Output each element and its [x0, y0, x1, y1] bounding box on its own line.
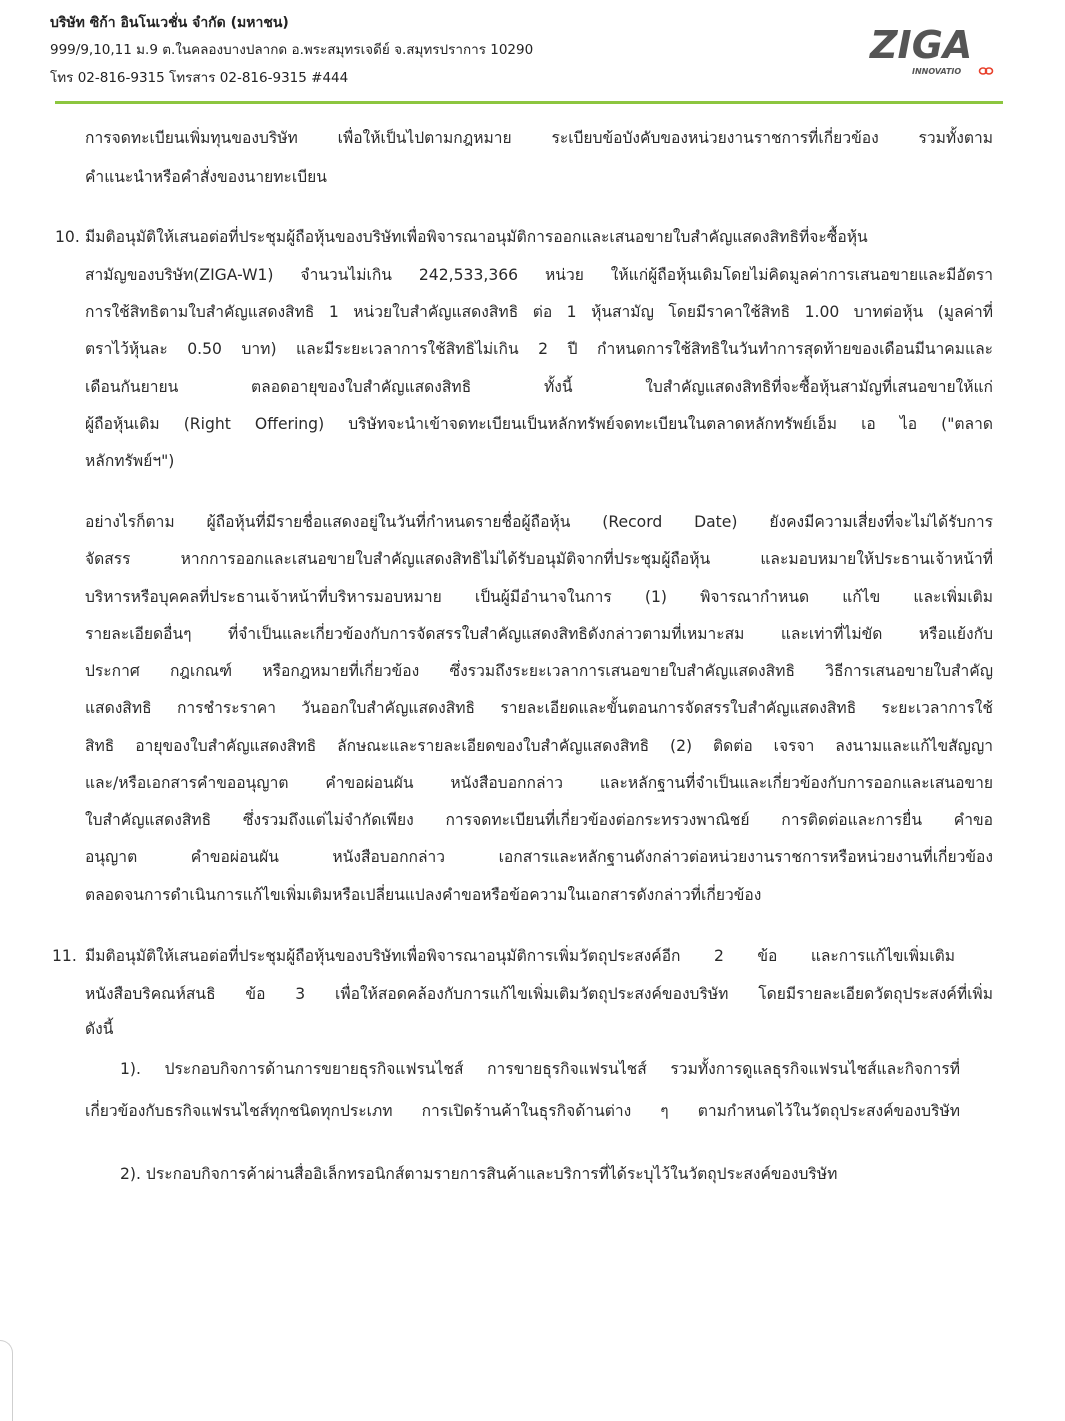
paragraph-line: เดือนกันยายน ตลอดอายุของใบสำคัญแสดงสิทธิ ทั้งนี้ ใบสำคัญแสดงสิทธิที่จะซื้อหุ้นสามัญที่เสนอขายให้แก่	[85, 378, 993, 396]
paragraph-line: และ/หรือเอกสารคำขออนุญาต คำขอผ่อนผัน หนังสือบอกกล่าว และหลักฐานที่จำเป็นและเกี่ยวข้องกับการออกและเสนอขาย	[85, 774, 993, 792]
item-number: 10.	[55, 228, 80, 246]
paragraph-line: สิทธิ อายุของใบสำคัญแสดงสิทธิ ลักษณะและรายละเอียดของใบสำคัญแสดงสิทธิ (2) ติดต่อ เจรจา ลงนามและแก้ไขสัญญา	[85, 737, 993, 755]
paragraph-line: สามัญของบริษัท(ZIGA-W1) จำนวนไม่เกิน 242,533,366 หน่วย ให้แก่ผู้ถือหุ้นเดิมโดยไม่คิดมูลค่าการเสนอขายและมีอัตรา	[85, 266, 993, 284]
logo-sub-text: INNOVATIO	[912, 67, 962, 76]
intro-line: การจดทะเบียนเพิ่มทุนของบริษัท เพื่อให้เป็นไปตามกฎหมาย ระเบียบข้อบังคับของหน่วยงานราชการที่เกี่ยวข้อง รวมทั้งตาม	[85, 129, 993, 147]
paragraph-line: การใช้สิทธิตามใบสำคัญแสดงสิทธิ 1 หน่วยใบสำคัญแสดงสิทธิ ต่อ 1 หุ้นสามัญ โดยมีราคาใช้สิทธิ 1.00 บาทต่อหุ้น (มูลค่าที่	[85, 303, 993, 321]
paragraph-line: ใบสำคัญแสดงสิทธิ ซึ่งรวมถึงแต่ไม่จำกัดเพียง การจดทะเบียนที่เกี่ยวข้องต่อกระทรวงพาณิชย์ การติดต่อและการยื่น คำขอ	[85, 811, 993, 829]
ziga-logo-mark	[868, 22, 998, 78]
paragraph-line: อนุญาต คำขอผ่อนผัน หนังสือบอกกล่าว เอกสารและหลักฐานดังกล่าวต่อหน่วยงานราชการหรือหน่วยงานที่เกี่ยวข้อง	[85, 848, 993, 866]
sub-item-line: 2). ประกอบกิจการค้าผ่านสื่ออิเล็กทรอนิกส์ตามรายการสินค้าและบริการที่ได้ระบุไว้ในวัตถุประสงค์ของบริษัท	[120, 1165, 838, 1183]
intro-line: คำแนะนำหรือคำสั่งของนายทะเบียน	[85, 168, 327, 186]
paragraph-line: ประกาศ กฎเกณฑ์ หรือกฎหมายที่เกี่ยวข้อง ซึ่งรวมถึงระยะเวลาการเสนอขายใบสำคัญแสดงสิทธิ วิธีการเสนอขายใบสำคัญ	[85, 662, 993, 680]
paragraph-line: หลักทรัพย์ฯ")	[85, 452, 175, 470]
sub-item-line: 1). ประกอบกิจการด้านการขยายธุรกิจแฟรนไชส์ การขายธุรกิจแฟรนไชส์ รวมทั้งการดูแลธุรกิจแฟรนไชส์และกิจการที่	[120, 1060, 960, 1078]
paragraph-line: แสดงสิทธิ การชำระราคา วันออกใบสำคัญแสดงสิทธิ รายละเอียดและขั้นตอนการจัดสรรใบสำคัญแสดงสิทธิ ระยะเวลาการใช้	[85, 699, 993, 717]
company-contact: โทร 02-816-9315 โทรสาร 02-816-9315 #444	[50, 70, 349, 86]
paragraph-line: ตลอดจนการดำเนินการแก้ไขเพิ่มเติมหรือเปลี่ยนแปลงคำขอหรือข้อความในเอกสารดังกล่าวที่เกี่ยวข้อง	[85, 886, 762, 904]
item-number: 11.	[52, 947, 77, 965]
paragraph-line: มีมติอนุมัติให้เสนอต่อที่ประชุมผู้ถือหุ้นของบริษัทเพื่อพิจารณาอนุมัติการเพิ่มวัตถุประสงค์อีก 2 ข้อ และการแก้ไขเพิ่มเติม	[85, 947, 955, 965]
paragraph-line: รายละเอียดอื่นๆ ที่จำเป็นและเกี่ยวข้องกับการจัดสรรใบสำคัญแสดงสิทธิดังกล่าวตามที่เหมาะสม และเท่าที่ไม่ขัด หรือแย้งกับ	[85, 625, 993, 643]
paragraph-line: มีมติอนุมัติให้เสนอต่อที่ประชุมผู้ถือหุ้นของบริษัทเพื่อพิจารณาอนุมัติการออกและเสนอขายใบสำคัญแสดงสิทธิที่จะซื้อหุ้น	[85, 228, 868, 246]
paragraph-line: อย่างไรก็ตาม ผู้ถือหุ้นที่มีรายชื่อแสดงอยู่ในวันที่กำหนดรายชื่อผู้ถือหุ้น (Record Date) ยังคงมีความเสี่ยงที่จะไม่ได้รับการ	[85, 513, 993, 531]
infinity-icon	[980, 68, 993, 74]
paragraph-line: ตราไว้หุ้นละ 0.50 บาท) และมีระยะเวลาการใช้สิทธิไม่เกิน 2 ปี กำหนดการใช้สิทธิในวันทำการสุดท้ายของเดือนมีนาคมและ	[85, 340, 993, 358]
paragraph-line: บริหารหรือบุคคลที่ประธานเจ้าหน้าที่บริหารมอบหมาย เป็นผู้มีอำนาจในการ (1) พิจารณากำหนด แก้ไข และเพิ่มเติม	[85, 588, 993, 606]
sub-item-line: เกี่ยวข้องกับธรกิจแฟรนไชส์ทุกชนิดทุกประเภท การเปิดร้านค้าในธุรกิจด้านต่าง ๆ ตามกำหนดไว้ในวัตถุประสงค์ของบริษัท	[85, 1102, 960, 1120]
paragraph-line: ผู้ถือหุ้นเดิม (Right Offering) บริษัทจะนำเข้าจดทะเบียนเป็นหลักทรัพย์จดทะเบียนในตลาดหลักทรัพย์เอ็ม เอ ไอ ("ตลาด	[85, 415, 993, 433]
paragraph-line: จัดสรร หากการออกและเสนอขายใบสำคัญแสดงสิทธิไม่ได้รับอนุมัติจากที่ประชุมผู้ถือหุ้น และมอบหมายให้ประธานเจ้าหน้าที่	[85, 550, 993, 568]
company-address: 999/9,10,11 ม.9 ต.ในคลองบางปลากด อ.พระสมุทรเจดีย์ จ.สมุทรปราการ 10290	[50, 42, 534, 58]
paragraph-line: หนังสือบริคณห์สนธิ ข้อ 3 เพื่อให้สอดคล้องกับการแก้ไขเพิ่มเติมวัตถุประสงค์ของบริษัท โดยมีรายละเอียดวัตถุประสงค์ที่เพิ่ม	[85, 985, 993, 1003]
paragraph-line: ดังนี้	[85, 1020, 114, 1038]
page-edge-mark	[0, 1340, 13, 1421]
letterhead	[0, 0, 1065, 110]
company-name: บริษัท ซิก้า อินโนเวชั่น จำกัด (มหาชน)	[50, 15, 289, 31]
ziga-logo	[868, 22, 998, 78]
header-divider	[55, 101, 1003, 104]
logo-text: ZIGA	[870, 23, 973, 67]
